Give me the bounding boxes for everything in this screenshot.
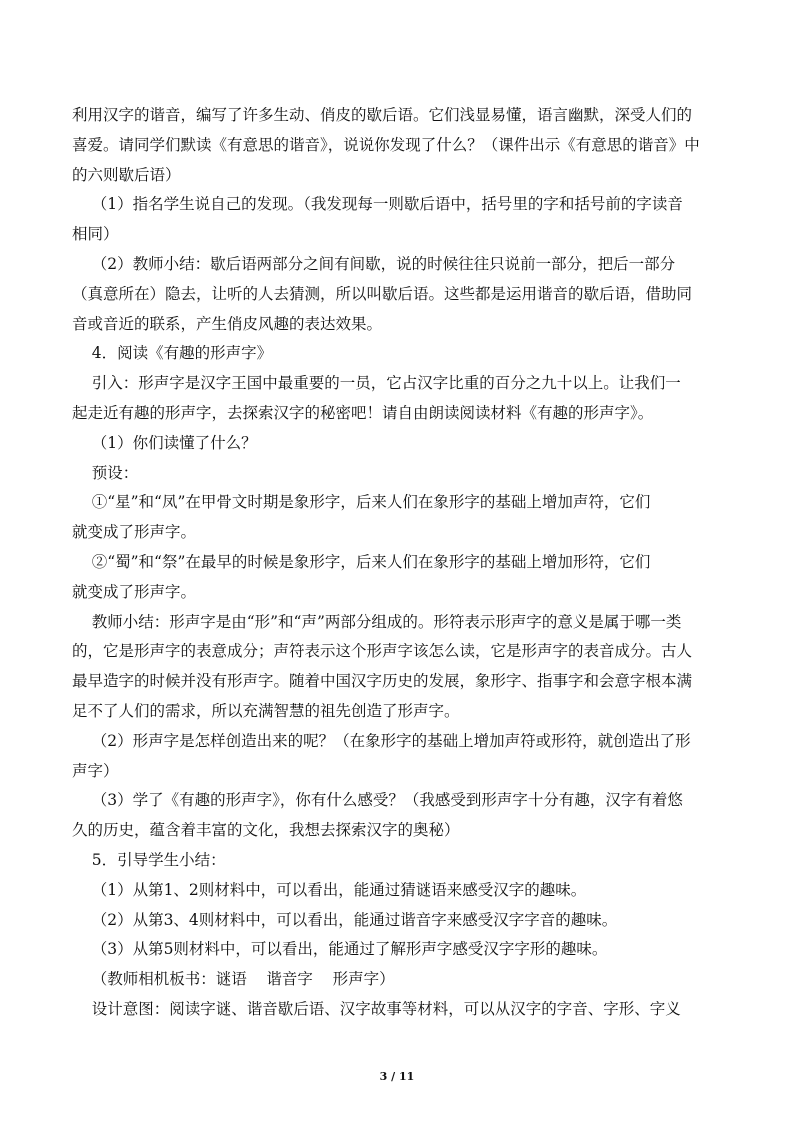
text-line: 起走近有趣的形声字，去探索汉字的秘密吧！请自由朗读阅读材料《有趣的形声字》。 <box>72 404 654 422</box>
text-line: 5．引导学生小结： <box>72 851 226 869</box>
text-line: 足不了人们的需求，所以充满智慧的祖先创造了形声字。 <box>72 702 460 720</box>
text-line: 就变成了形声字。 <box>72 582 197 601</box>
text-line: 利用汉字的谐音，编写了许多生动、俏皮的歇后语。它们浅显易懂，语言幽默，深受人们的 <box>72 106 693 124</box>
text-line: 久的历史，蕴含着丰富的文化，我想去探索汉字的奥秘） <box>72 821 460 840</box>
text-line: （2）教师小结：歇后语两部分之间有间歇，说的时候往往只说前一部分，把后一部分 <box>72 255 676 273</box>
text-line: （2）从第3、4则材料中，可以看出，能通过谐音字来感受汉字字音的趣味。 <box>72 910 618 929</box>
text-line: （教师相机板书：谜语 谐音字 形声字） <box>72 970 395 989</box>
text-line: 相同） <box>72 225 119 244</box>
text-line: （1）你们读懂了什么？ <box>72 433 257 452</box>
text-line: 就变成了形声字。 <box>72 523 197 542</box>
text-line: 音或音近的联系，产生俏皮风趣的表达效果。 <box>72 314 383 333</box>
text-line: 4．阅读《有趣的形声字》 <box>72 344 273 363</box>
text-line: （真意所在）隐去，让听的人去猜测，所以叫歇后语。这些都是运用谐音的歇后语，借助同 <box>72 284 693 303</box>
text-line: 声字） <box>72 761 119 780</box>
text-line: ①“星”和“凤”在甲骨文时期是象形字，后来人们在象形字的基础上增加声符，它们 <box>72 493 651 512</box>
text-line: （1）指名学生说自己的发现。（我发现每一则歇后语中，括号里的字和括号前的字读音 <box>72 195 683 214</box>
text-line: 的六则歇后语） <box>72 165 181 184</box>
text-line: 引入：形声字是汉字王国中最重要的一员，它占汉字比重的百分之九十以上。让我们一 <box>72 374 681 393</box>
text-line: 设计意图：阅读字谜、谐音歇后语、汉字故事等材料，可以从汉字的字音、字形、字义 <box>72 1000 681 1018</box>
text-line: （1）从第1、2则材料中，可以看出，能通过猜谜语来感受汉字的趣味。 <box>72 880 587 899</box>
text-line: 的，它是形声字的表意成分；声符表示这个形声字该怎么读，它是形声字的表音成分。古人 <box>72 642 693 661</box>
page-number: 3 / 11 <box>379 1070 415 1083</box>
text-line: （3）学了《有趣的形声字》，你有什么感受？（我感受到形声字十分有趣，汉字有着悠 <box>72 791 683 810</box>
text-line: 教师小结：形声字是由“形”和“声”两部分组成的。形符表示形声字的意义是属于哪一类 <box>72 612 682 631</box>
text-line: （2）形声字是怎样创造出来的呢？（在象形字的基础上增加声符或形符，就创造出了形 <box>72 731 691 750</box>
text-line: 喜爱。请同学们默读《有意思的谐音》，说说你发现了什么？（课件出示《有意思的谐音》中 <box>72 135 700 154</box>
text-line: ②“蜀”和“祭”在最早的时候是象形字，后来人们在象形字的基础上增加形符，它们 <box>72 553 651 571</box>
text-line: （3）从第5则材料中，可以看出，能通过了解形声字感受汉字字形的趣味。 <box>72 940 608 959</box>
text-line: 预设： <box>72 463 139 482</box>
text-line: 最早造字的时候并没有形声字。随着中国汉字历史的发展，象形字、指事字和会意字根本满 <box>72 672 693 691</box>
